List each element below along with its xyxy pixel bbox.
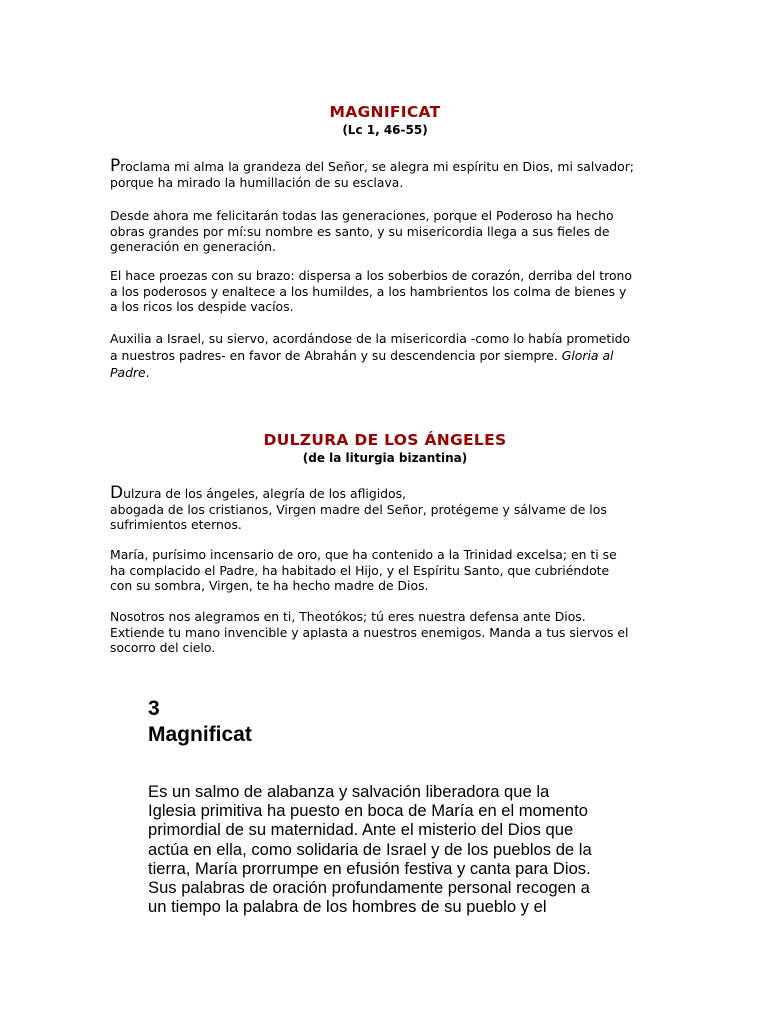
magnificat-drop-cap: P <box>110 156 121 176</box>
magnificat-subtitle: (Lc 1, 46-55) <box>342 123 428 137</box>
magnificat-section <box>110 102 660 382</box>
reflection-line: actúa en ella, como solidaria de Israel y de los pueblos de la <box>148 839 592 859</box>
dulzura-subtitle: (de la liturgia bizantina) <box>302 451 468 465</box>
reflection-number: 3 <box>148 697 160 720</box>
reflection-line: tierra, María prorrumpe en efusión festiva y canta para Dios. <box>148 858 591 878</box>
magnificat-p3-line-1: El hace proezas con su brazo: dispersa a los soberbios de corazón, derriba del trono <box>110 268 632 283</box>
reflection-line: Sus palabras de oración profundamente personal recogen a <box>148 878 590 898</box>
dulzura-paragraph-3 <box>110 609 660 656</box>
magnificat-padre: Padre <box>110 365 146 380</box>
dulzura-p1-line-1: ulzura de los ángeles, alegría de los afligidos, <box>123 486 406 501</box>
magnificat-p4-line-2: a nuestros padres- en favor de Abrahán y su descendencia por siempre. <box>110 348 562 363</box>
reflection-body <box>148 782 668 916</box>
dulzura-p2-line-2: ha complacido el Padre, ha habitado el Hijo, y el Espíritu Santo, que cubriéndote <box>110 562 610 578</box>
dulzura-paragraph-1 <box>110 483 660 533</box>
reflection-line: Es un salmo de alabanza y salvación liberadora que la <box>148 782 550 801</box>
reflection-line: primordial de su maternidad. Ante el misterio del Dios que <box>148 820 574 840</box>
magnificat-gloria-al: Gloria al <box>561 348 614 363</box>
dulzura-p3-line-1: Nosotros nos alegramos en ti, Theotókos; tú eres nuestra defensa ante Dios. <box>110 609 586 624</box>
dulzura-p1-line-2: abogada de los cristianos, Virgen madre del Señor, protégeme y sálvame de los <box>110 501 607 517</box>
dulzura-p3-line-3: socorro del cielo. <box>110 640 216 656</box>
magnificat-paragraph-3 <box>110 268 660 315</box>
magnificat-p2-line-1: Desde ahora me felicitarán todas las generaciones, porque el Poderoso ha hecho <box>110 208 614 223</box>
magnificat-p2-line-2: obras grandes por mí:su nombre es santo, y su misericordia llega a sus fieles de <box>110 223 610 239</box>
magnificat-title: MAGNIFICAT <box>329 103 441 121</box>
magnificat-p4-end: . <box>145 365 150 380</box>
reflection-line: Iglesia primitiva ha puesto en boca de María en el momento <box>148 801 588 821</box>
dulzura-p1-line-3: sufrimientos eternos. <box>110 517 242 533</box>
magnificat-p2-line-3: generación en generación. <box>110 239 276 255</box>
reflection-line: un tiempo la palabra de los hombres de su pueblo y el <box>148 897 547 917</box>
dulzura-p2-line-3: con su sombra, Virgen, te ha hecho madre de Dios. <box>110 578 429 594</box>
magnificat-p4-line-1: Auxilia a Israel, su siervo, acordándose de la misericordia -como lo había prometido <box>110 331 631 346</box>
dulzura-p3-line-2: Extiende tu mano invencible y aplasta a nuestros enemigos. Manda a tus siervos el <box>110 624 629 640</box>
dulzura-p2-line-1: María, purísimo incensario de oro, que ha contenido a la Trinidad excelsa; en ti se <box>110 547 617 562</box>
reflection-header <box>148 696 668 748</box>
dulzura-paragraph-2 <box>110 547 660 594</box>
dulzura-section <box>110 430 660 660</box>
magnificat-paragraph-1 <box>110 156 660 190</box>
magnificat-paragraph-2 <box>110 208 660 255</box>
reflection-heading: Magnificat <box>148 723 252 746</box>
magnificat-p3-line-2: a los poderosos y enaltece a los humildes, a los hambrientos los colma de bienes y <box>110 283 627 299</box>
dulzura-drop-cap: D <box>110 483 124 503</box>
magnificat-p1-line-1: roclama mi alma la grandeza del Señor, se alegra mi espíritu en Dios, mi salvador; <box>120 159 634 174</box>
magnificat-p1-line-2: porque ha mirado la humillación de su esclava. <box>110 174 404 190</box>
dulzura-title: DULZURA DE LOS ÁNGELES <box>263 431 507 449</box>
magnificat-p3-line-3: a los ricos los despide vacíos. <box>110 299 294 315</box>
magnificat-paragraph-4 <box>110 330 660 381</box>
